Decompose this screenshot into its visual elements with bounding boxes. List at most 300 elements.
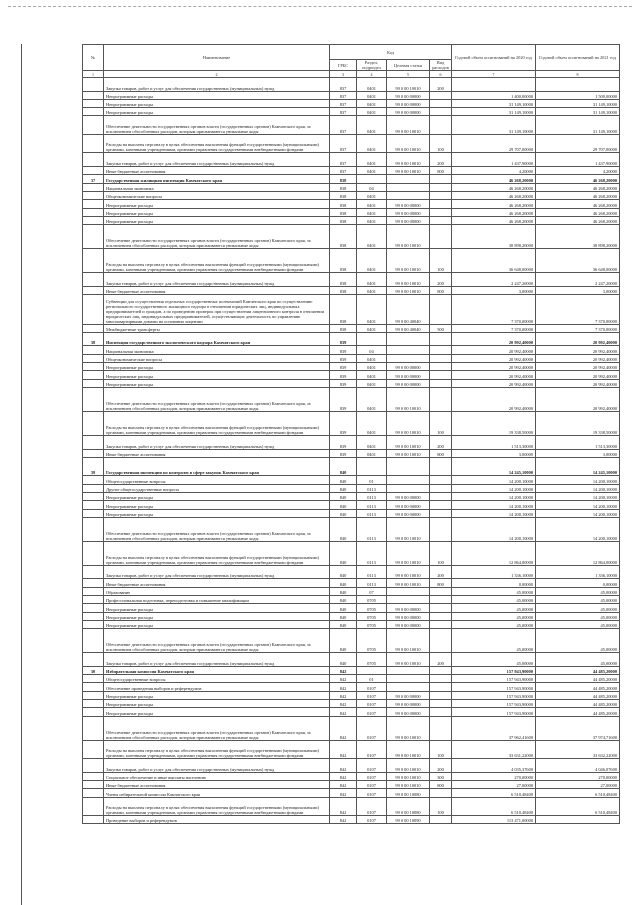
row-sum-2021: 31 149,10000 <box>536 99 620 107</box>
row-sum-2020: 3,00000 <box>452 286 536 294</box>
table-row <box>83 565 620 579</box>
row-grbs: 842 <box>330 675 357 683</box>
row-vr: 200 <box>430 435 452 449</box>
table-row <box>83 183 620 191</box>
table-row <box>83 167 620 175</box>
row-section: 0705 <box>357 612 387 620</box>
row-number <box>83 116 104 135</box>
row-number <box>83 411 104 435</box>
row-sum-2020: 1 437,90000 <box>452 153 536 167</box>
row-sum-2021: 33 632,22000 <box>536 740 620 759</box>
index-cell: 4 <box>357 71 387 78</box>
row-name: Межбюджетные трансферты <box>104 324 330 332</box>
row-vr <box>430 457 452 476</box>
row-sum-2021: 1 500,00000 <box>536 91 620 99</box>
row-vr <box>430 108 452 116</box>
row-target: 99 0 00 10010 <box>387 780 430 788</box>
row-grbs: 842 <box>330 683 357 691</box>
row-name: Непрограммные расходы <box>104 604 330 612</box>
row-section: 0401 <box>357 208 387 216</box>
row-section: 04 <box>357 346 387 354</box>
row-number <box>83 708 104 716</box>
row-sum-2020: 1 400,00000 <box>452 91 536 99</box>
row-target: 99 0 00 10010 <box>387 249 430 273</box>
row-target: 99 0 00 10010 <box>387 134 430 153</box>
row-section: 0401 <box>357 324 387 332</box>
row-grbs: 840 <box>330 653 357 667</box>
row-grbs: 840 <box>330 587 357 595</box>
row-sum-2021: 45,00000 <box>536 595 620 603</box>
row-vr <box>430 354 452 362</box>
row-name: Образование <box>104 587 330 595</box>
table-row <box>83 789 620 797</box>
row-sum-2021: 44 485,20000 <box>536 666 620 674</box>
row-sum-2021: 20 992,40000 <box>536 379 620 387</box>
row-number <box>83 501 104 509</box>
row-grbs: 839 <box>330 354 357 362</box>
row-vr <box>430 208 452 216</box>
row-grbs: 840 <box>330 541 357 565</box>
row-sum-2020: 20 992,40000 <box>452 379 536 387</box>
row-number <box>83 620 104 628</box>
row-number <box>83 208 104 216</box>
row-number <box>83 604 104 612</box>
row-sum-2021: 12 864,00000 <box>536 541 620 565</box>
row-vr <box>430 691 452 699</box>
row-target: 99 0 00 10010 <box>387 153 430 167</box>
row-section: 04 <box>357 183 387 191</box>
table-row <box>83 675 620 683</box>
row-grbs: 842 <box>330 780 357 788</box>
table-row <box>83 759 620 773</box>
row-target: 99 0 00 10010 <box>387 653 430 667</box>
row-vr: 800 <box>430 449 452 457</box>
row-section: 0401 <box>357 134 387 153</box>
row-section: 0401 <box>357 78 387 92</box>
row-section: 0113 <box>357 579 387 587</box>
row-name: Национальная экономика <box>104 183 330 191</box>
table-row <box>83 78 620 92</box>
table-row <box>83 363 620 371</box>
row-vr: 100 <box>430 797 452 816</box>
row-name: Непрограммные расходы <box>104 509 330 517</box>
header-grbs: ГРБС <box>330 60 357 71</box>
row-grbs: 838 <box>330 191 357 199</box>
row-name: Социальное обеспечение и иные выплаты населению <box>104 772 330 780</box>
row-number <box>83 273 104 287</box>
row-target <box>387 587 430 595</box>
row-grbs: 840 <box>330 579 357 587</box>
row-sum-2020: 14 200,10000 <box>452 492 536 500</box>
table-row <box>83 216 620 224</box>
row-vr: 200 <box>430 78 452 92</box>
row-number <box>83 579 104 587</box>
row-vr: 800 <box>430 579 452 587</box>
row-vr <box>430 666 452 674</box>
table-row <box>83 346 620 354</box>
row-section: 0107 <box>357 716 387 740</box>
row-target <box>387 595 430 603</box>
row-name: Обеспечение деятельности государственных органов власти (государственных органов) Камчатского края, за исключением обособленных расходов, которым присваиваются уникальные коды <box>104 716 330 740</box>
row-name: Иные бюджетные ассигнования <box>104 449 330 457</box>
table-row <box>83 476 620 484</box>
table-row <box>83 629 620 653</box>
row-grbs: 838 <box>330 324 357 332</box>
row-target: 99 0 00 10010 <box>387 286 430 294</box>
row-number <box>83 78 104 92</box>
row-sum-2020: 19 338,50000 <box>452 411 536 435</box>
row-target: 99 0 00 40040 <box>387 295 430 325</box>
row-sum-2021: 270,00000 <box>536 772 620 780</box>
row-sum-2021: 36 648,00000 <box>536 249 620 273</box>
row-vr: 100 <box>430 411 452 435</box>
row-name: Иные бюджетные ассигнования <box>104 579 330 587</box>
header-code-group: Код <box>330 45 452 60</box>
row-sum-2020: 20 992,40000 <box>452 387 536 411</box>
row-grbs: 840 <box>330 595 357 603</box>
row-number <box>83 780 104 788</box>
row-grbs: 840 <box>330 565 357 579</box>
budget-table-body <box>83 78 620 824</box>
row-target: 99 0 00 00000 <box>387 492 430 500</box>
table-row <box>83 683 620 691</box>
row-name: Непрограммные расходы <box>104 501 330 509</box>
row-sum-2020: 46 268,20000 <box>452 191 536 199</box>
row-vr: 100 <box>430 740 452 759</box>
row-target: 99 0 00 00000 <box>387 91 430 99</box>
row-vr <box>430 612 452 620</box>
row-name: Другие общегосударственные вопросы <box>104 484 330 492</box>
row-name: Члены избирательной комиссии Камчатского края <box>104 789 330 797</box>
row-grbs: 840 <box>330 517 357 541</box>
row-vr: 200 <box>430 273 452 287</box>
row-target <box>387 484 430 492</box>
row-grbs: 840 <box>330 476 357 484</box>
row-section: 0401 <box>357 99 387 107</box>
row-name: Непрограммные расходы <box>104 620 330 628</box>
row-name: Непрограммные расходы <box>104 99 330 107</box>
row-sum-2021: 14 200,10000 <box>536 484 620 492</box>
row-grbs: 839 <box>330 371 357 379</box>
row-sum-2020: 14 200,10000 <box>452 476 536 484</box>
table-row <box>83 99 620 107</box>
row-vr: 800 <box>430 167 452 175</box>
row-target: 99 0 00 00000 <box>387 708 430 716</box>
row-name: Закупка товаров, работ и услуг для обеспечения государственных (муниципальных) нужд <box>104 78 330 92</box>
row-sum-2020: 20 992,40000 <box>452 332 536 346</box>
row-name: Непрограммные расходы <box>104 200 330 208</box>
row-sum-2021: 7 370,00000 <box>536 324 620 332</box>
table-row <box>83 191 620 199</box>
row-vr: 200 <box>430 565 452 579</box>
row-sum-2021: 1 437,90000 <box>536 153 620 167</box>
row-number <box>83 509 104 517</box>
row-number <box>83 484 104 492</box>
row-vr: 200 <box>430 653 452 667</box>
row-grbs: 837 <box>330 167 357 175</box>
table-row <box>83 691 620 699</box>
row-target: 99 0 00 10010 <box>387 740 430 759</box>
row-vr <box>430 629 452 653</box>
row-sum-2020: 46 268,20000 <box>452 208 536 216</box>
row-section: 0401 <box>357 108 387 116</box>
row-target: 99 0 00 10010 <box>387 541 430 565</box>
row-target <box>387 332 430 346</box>
row-section: 0107 <box>357 699 387 707</box>
row-grbs: 842 <box>330 740 357 759</box>
row-sum-2020: 45,00000 <box>452 620 536 628</box>
table-row <box>83 225 620 249</box>
row-sum-2021: 0,00000 <box>536 579 620 587</box>
row-vr <box>430 595 452 603</box>
row-name: Инспекция государственного экологического надзора Камчатского края <box>104 332 330 346</box>
row-sum-2021: 45,00000 <box>536 604 620 612</box>
row-vr: 100 <box>430 541 452 565</box>
row-number <box>83 691 104 699</box>
row-number <box>83 216 104 224</box>
row-sum-2021 <box>536 78 620 92</box>
row-section: 0401 <box>357 286 387 294</box>
row-section: 0401 <box>357 363 387 371</box>
row-name: Закупка товаров, работ и услуг для обеспечения государственных (муниципальных) нужд <box>104 759 330 773</box>
row-vr: 100 <box>430 249 452 273</box>
row-grbs: 842 <box>330 789 357 797</box>
table-row <box>83 324 620 332</box>
table-row <box>83 435 620 449</box>
row-target: 99 0 00 10010 <box>387 772 430 780</box>
row-vr: 300 <box>430 772 452 780</box>
row-grbs: 842 <box>330 699 357 707</box>
row-number <box>83 346 104 354</box>
row-target <box>387 476 430 484</box>
table-row <box>83 595 620 603</box>
row-target: 99 0 00 10010 <box>387 411 430 435</box>
row-target: 99 0 00 00000 <box>387 379 430 387</box>
row-grbs: 839 <box>330 449 357 457</box>
row-target: 99 0 00 00000 <box>387 612 430 620</box>
row-sum-2020: 4,20000 <box>452 167 536 175</box>
row-grbs: 838 <box>330 183 357 191</box>
table-row <box>83 612 620 620</box>
row-sum-2021: 46 268,20000 <box>536 175 620 183</box>
row-sum-2020: 45,00000 <box>452 629 536 653</box>
row-grbs: 840 <box>330 604 357 612</box>
row-sum-2020: 31 149,10000 <box>452 116 536 135</box>
row-sum-2020: 14 200,10000 <box>452 484 536 492</box>
row-number <box>83 772 104 780</box>
row-vr <box>430 363 452 371</box>
row-sum-2021: 7 370,00000 <box>536 295 620 325</box>
row-sum-2021: 46 268,20000 <box>536 183 620 191</box>
row-target: 99 0 00 00000 <box>387 216 430 224</box>
row-target: 99 0 00 10010 <box>387 273 430 287</box>
row-target: 99 0 00 00000 <box>387 501 430 509</box>
row-vr <box>430 492 452 500</box>
header-section: Раздел, подраздел <box>357 60 387 71</box>
row-sum-2021: 14 200,10000 <box>536 509 620 517</box>
row-vr: 500 <box>430 324 452 332</box>
row-sum-2021: 14 200,10000 <box>536 501 620 509</box>
row-sum-2020: 1 336,10000 <box>452 565 536 579</box>
row-number <box>83 653 104 667</box>
row-vr <box>430 371 452 379</box>
row-sum-2020: 3,00000 <box>452 449 536 457</box>
row-sum-2020: 14 245,10000 <box>452 457 536 476</box>
row-sum-2021: 44 485,20000 <box>536 675 620 683</box>
row-sum-2021: 46 268,20000 <box>536 208 620 216</box>
row-name: Закупка товаров, работ и услуг для обеспечения государственных (муниципальных) нужд <box>104 273 330 287</box>
row-sum-2021: 14 245,10000 <box>536 457 620 476</box>
row-grbs: 837 <box>330 99 357 107</box>
table-row <box>83 509 620 517</box>
row-grbs: 842 <box>330 716 357 740</box>
row-section: 07 <box>357 587 387 595</box>
row-name: Закупка товаров, работ и услуг для обеспечения государственных (муниципальных) нужд <box>104 153 330 167</box>
row-sum-2020: 1 513,30000 <box>452 435 536 449</box>
header-sum-2020: Годовой объем ассигнований на 2020 год <box>452 45 536 71</box>
row-sum-2021: 1 336,10000 <box>536 565 620 579</box>
row-sum-2020: 157 943,90000 <box>452 699 536 707</box>
row-target: 99 0 00 00000 <box>387 99 430 107</box>
row-section: 01 <box>357 675 387 683</box>
row-grbs: 839 <box>330 332 357 346</box>
row-vr <box>430 683 452 691</box>
row-section: 0107 <box>357 789 387 797</box>
row-section: 0113 <box>357 484 387 492</box>
row-section: 0705 <box>357 595 387 603</box>
row-number <box>83 492 104 500</box>
row-name: Непрограммные расходы <box>104 612 330 620</box>
row-target: 99 0 00 10010 <box>387 517 430 541</box>
row-number <box>83 683 104 691</box>
row-target: 99 0 00 10080 <box>387 789 430 797</box>
row-number <box>83 225 104 249</box>
row-name: Закупка товаров, работ и услуг для обеспечения государственных (муниципальных) нужд <box>104 565 330 579</box>
row-sum-2021: 37 974,71600 <box>536 716 620 740</box>
row-section: 0107 <box>357 759 387 773</box>
table-row <box>83 371 620 379</box>
row-number <box>83 716 104 740</box>
row-grbs: 837 <box>330 78 357 92</box>
row-grbs: 840 <box>330 612 357 620</box>
row-sum-2020: 29 707,00000 <box>452 134 536 153</box>
row-sum-2021: 38 898,20000 <box>536 225 620 249</box>
row-sum-2021: 20 992,40000 <box>536 363 620 371</box>
table-row <box>83 740 620 759</box>
row-number <box>83 183 104 191</box>
row-section: 0401 <box>357 249 387 273</box>
row-sum-2021: 45,00000 <box>536 629 620 653</box>
row-vr <box>430 200 452 208</box>
row-sum-2020: 45,00000 <box>452 612 536 620</box>
table-row <box>83 604 620 612</box>
row-vr <box>430 225 452 249</box>
table-row <box>83 91 620 99</box>
row-sum-2021: 14 200,10000 <box>536 517 620 541</box>
row-vr <box>430 517 452 541</box>
row-grbs: 838 <box>330 200 357 208</box>
row-name: Непрограммные расходы <box>104 492 330 500</box>
row-number <box>83 541 104 565</box>
header-vr: Вид расходов <box>430 60 452 71</box>
index-cell: 5 <box>387 71 430 78</box>
row-sum-2021: 4 046,07600 <box>536 759 620 773</box>
row-number <box>83 295 104 325</box>
row-grbs: 840 <box>330 629 357 653</box>
row-section: 0401 <box>357 216 387 224</box>
row-section: 0401 <box>357 167 387 175</box>
table-row <box>83 208 620 216</box>
row-name: Непрограммные расходы <box>104 91 330 99</box>
row-target: 99 0 00 00000 <box>387 699 430 707</box>
header-name: Наименование <box>104 45 330 71</box>
row-sum-2021: 44 485,20000 <box>536 699 620 707</box>
row-target <box>387 191 430 199</box>
table-row <box>83 484 620 492</box>
table-row <box>83 587 620 595</box>
row-sum-2021: 45,00000 <box>536 587 620 595</box>
row-grbs: 838 <box>330 216 357 224</box>
row-sum-2020 <box>452 78 536 92</box>
row-sum-2020: 2 247,20000 <box>452 273 536 287</box>
row-sum-2021: 2 247,20000 <box>536 273 620 287</box>
row-section: 0401 <box>357 387 387 411</box>
row-section: 0401 <box>357 354 387 362</box>
index-cell: 1 <box>83 71 104 78</box>
row-name: Проведение выборов и референдумов <box>104 816 330 824</box>
row-sum-2021: 6 510,48400 <box>536 797 620 816</box>
table-row <box>83 579 620 587</box>
row-grbs: 842 <box>330 797 357 816</box>
row-target <box>387 183 430 191</box>
row-section: 0401 <box>357 371 387 379</box>
row-sum-2020: 157 943,90000 <box>452 683 536 691</box>
row-name: Общегосударственные вопросы <box>104 476 330 484</box>
row-grbs: 839 <box>330 363 357 371</box>
table-row <box>83 708 620 716</box>
row-sum-2020: 20 992,40000 <box>452 354 536 362</box>
row-number <box>83 629 104 653</box>
row-number <box>83 324 104 332</box>
row-name: Иные бюджетные ассигнования <box>104 780 330 788</box>
row-number <box>83 789 104 797</box>
row-vr <box>430 587 452 595</box>
row-sum-2021: 1 513,30000 <box>536 435 620 449</box>
row-grbs: 838 <box>330 208 357 216</box>
row-sum-2020: 113 471,00000 <box>452 816 536 824</box>
row-sum-2020: 46 268,20000 <box>452 200 536 208</box>
row-number <box>83 565 104 579</box>
row-sum-2020: 37 962,41600 <box>452 716 536 740</box>
row-name: Закупка товаров, работ и услуг для обеспечения государственных (муниципальных) нужд <box>104 435 330 449</box>
row-number <box>83 595 104 603</box>
row-sum-2020: 157 943,90000 <box>452 675 536 683</box>
row-number <box>83 379 104 387</box>
row-number: 39 <box>83 457 104 476</box>
row-number <box>83 612 104 620</box>
row-section: 0401 <box>357 411 387 435</box>
row-section <box>357 457 387 476</box>
row-section <box>357 175 387 183</box>
table-row <box>83 449 620 457</box>
row-section: 0107 <box>357 816 387 824</box>
row-number <box>83 99 104 107</box>
index-cell: 2 <box>104 71 330 78</box>
table-row <box>83 653 620 667</box>
table-row <box>83 541 620 565</box>
row-sum-2020: 157 943,90000 <box>452 708 536 716</box>
row-grbs: 842 <box>330 816 357 824</box>
